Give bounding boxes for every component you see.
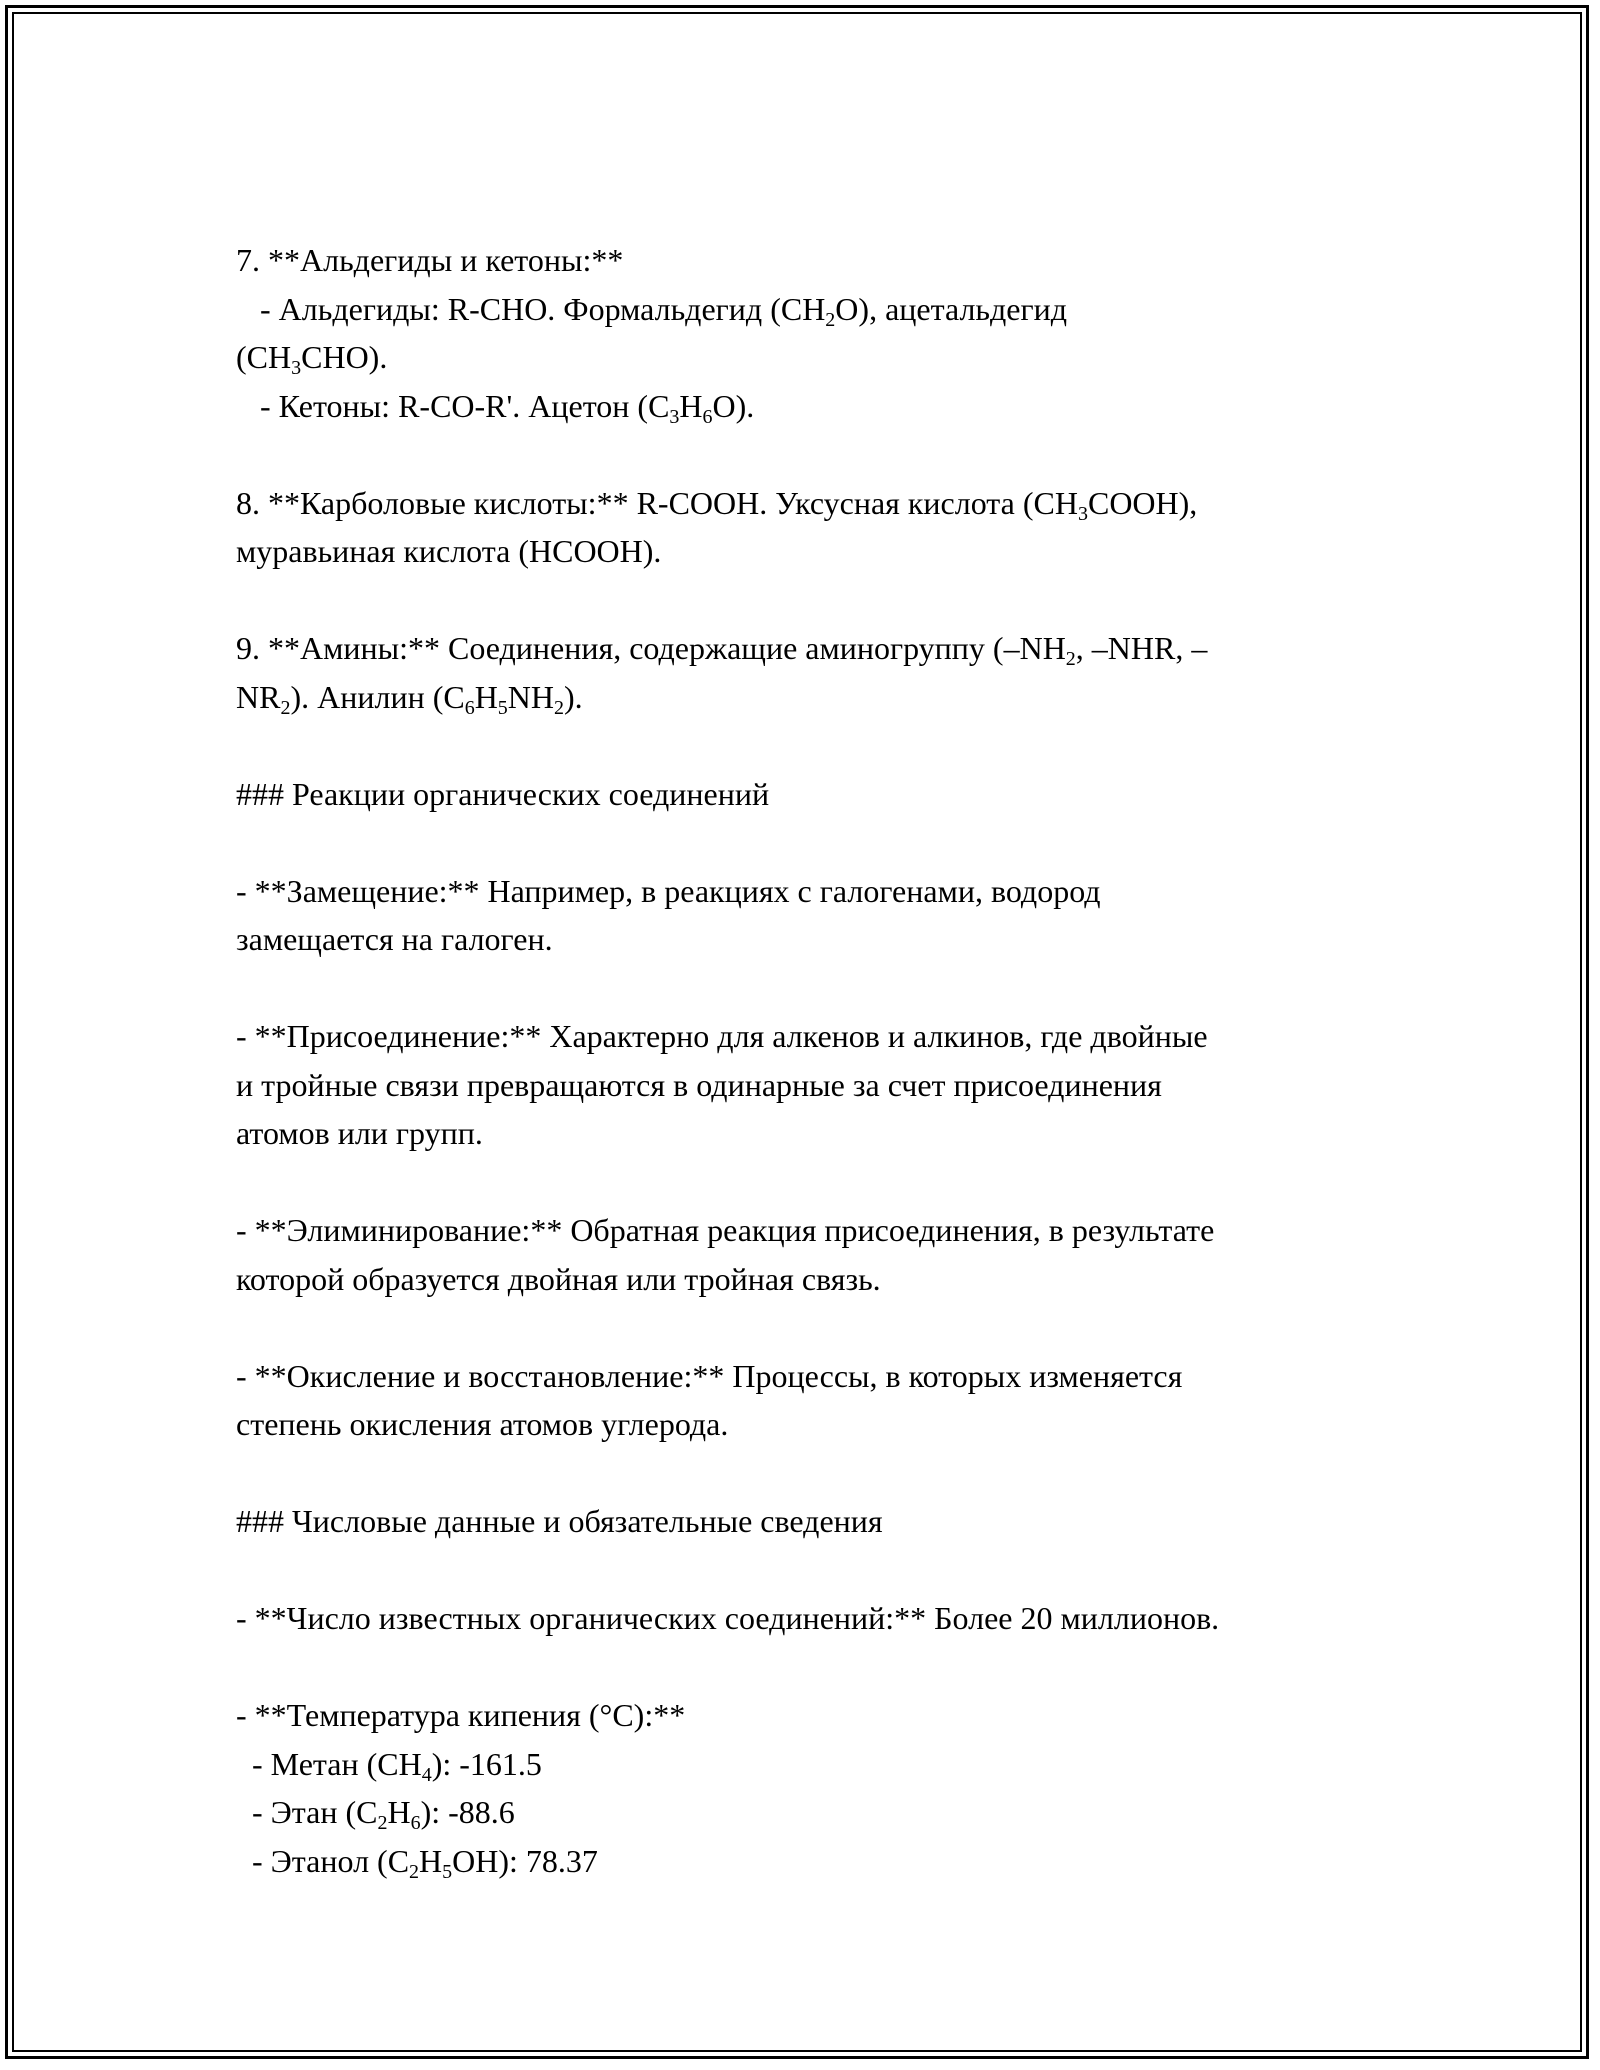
paragraph-gap [236,1158,1376,1207]
paragraph [236,867,1376,964]
subscript: 5 [442,1860,453,1883]
subscript: 3 [1077,502,1088,525]
text-segment: - **Присоединение:** Характерно для алкенов и алкинов, где двойные [236,1018,1208,1054]
text-segment: NH [507,678,555,715]
text-segment: NR [236,678,281,715]
text-segment: - Кетоны: R-CO-R'. Ацетон (C [236,387,670,424]
text-line [236,1497,1376,1546]
subscript: 3 [291,357,302,379]
text-line [236,1109,1376,1158]
subscript: 2 [280,696,291,719]
paragraph [236,1497,1376,1546]
text-segment: OH): 78.37 [452,1842,598,1879]
text-segment: 8. **Карболовые кислоты:** R-COOH. Уксусная кислота (CH [236,484,1078,521]
paragraph-gap [236,1546,1376,1595]
paragraph [236,1594,1376,1643]
paragraph-gap [236,1449,1376,1498]
text-segment: атомов или групп. [236,1115,483,1151]
text-segment: 9. **Амины:** Соединения, содержащие аминогруппу (–NH [236,630,1066,666]
document-body [236,236,1376,1885]
paragraph-gap [236,964,1376,1013]
text-line [236,867,1376,916]
text-segment: - Этанол (C [236,1842,410,1879]
paragraph-gap [236,1303,1376,1352]
text-segment: - **Температура кипения (°C):** [236,1697,686,1733]
subscript: 2 [1065,648,1076,670]
text-segment: ). Анилин (C [290,678,465,715]
text-line [236,1691,1376,1740]
text-line [236,382,1376,431]
text-line [236,915,1376,964]
text-segment: H [419,1842,443,1879]
text-segment: ): -161.5 [431,1745,542,1782]
subscript: 6 [702,405,713,428]
text-segment: H [387,1794,411,1830]
text-line [236,770,1376,819]
text-segment: H [474,678,498,715]
text-line [236,285,1376,334]
text-segment: - Метан (CH [236,1745,422,1782]
paragraph-gap [236,721,1376,770]
text-line [236,1206,1376,1255]
text-line [236,1837,1376,1886]
text-line [236,1012,1376,1061]
text-segment: , –NHR, – [1075,630,1208,666]
paragraph-gap [236,1643,1376,1692]
text-line [236,1740,1376,1789]
text-segment: COOH), [1087,484,1198,521]
text-segment: замещается на галоген. [236,921,553,957]
text-segment: O), ацетальдегид [835,290,1068,327]
paragraph [236,479,1376,576]
paragraph-gap [236,818,1376,867]
text-line [236,479,1376,528]
text-segment: ). [564,678,583,715]
text-line [236,1400,1376,1449]
text-line [236,673,1376,722]
text-segment: 7. **Альдегиды и кетоны:** [236,242,624,278]
text-line [236,1352,1376,1401]
text-segment: CHO). [301,339,388,375]
subscript: 6 [464,696,475,719]
subscript: 4 [421,1763,432,1786]
text-segment: ### Числовые данные и обязательные сведения [236,1503,883,1539]
text-segment: которой образуется двойная или тройная связь. [236,1260,881,1297]
paragraph [236,236,1376,430]
text-segment: - **Замещение:** Например, в реакциях с галогенами, водород [236,872,1101,909]
text-line [236,1061,1376,1110]
paragraph [236,624,1376,721]
text-line [236,333,1376,382]
subscript: 2 [377,1812,388,1834]
subscript: 2 [825,308,836,331]
text-line [236,1255,1376,1304]
text-segment: O). [712,387,755,424]
text-line [236,236,1376,285]
text-line [236,624,1376,673]
subscript: 5 [497,696,508,719]
text-line [236,1788,1376,1837]
text-segment: (CH [236,339,292,375]
text-line [236,1594,1376,1643]
text-segment: ### Реакции органических соединений [236,775,770,812]
paragraph-gap [236,430,1376,479]
subscript: 2 [409,1860,420,1883]
subscript: 6 [410,1812,421,1834]
paragraph [236,1012,1376,1158]
text-line [236,527,1376,576]
paragraph-gap [236,576,1376,625]
text-segment: - Альдегиды: R-CHO. Формальдегид (CH [236,290,826,327]
subscript: 2 [554,696,565,719]
text-segment: степень окисления атомов углерода. [236,1406,729,1442]
text-segment: - **Окисление и восстановление:** Процессы, в которых изменяется [236,1357,1183,1394]
paragraph [236,770,1376,819]
paragraph [236,1352,1376,1449]
text-segment: H [679,387,703,424]
text-segment: муравьиная кислота (HCOOH). [236,533,662,569]
paragraph [236,1206,1376,1303]
paragraph [236,1691,1376,1885]
text-segment: - Этан (C [236,1794,378,1830]
text-segment: - **Число известных органических соединений:** Более 20 миллионов. [236,1600,1220,1636]
text-segment: ): -88.6 [420,1794,515,1830]
subscript: 3 [669,405,680,428]
text-segment: и тройные связи превращаются в одинарные за счет присоединения [236,1066,1162,1103]
text-segment: - **Элиминирование:** Обратная реакция присоединения, в результате [236,1212,1215,1248]
